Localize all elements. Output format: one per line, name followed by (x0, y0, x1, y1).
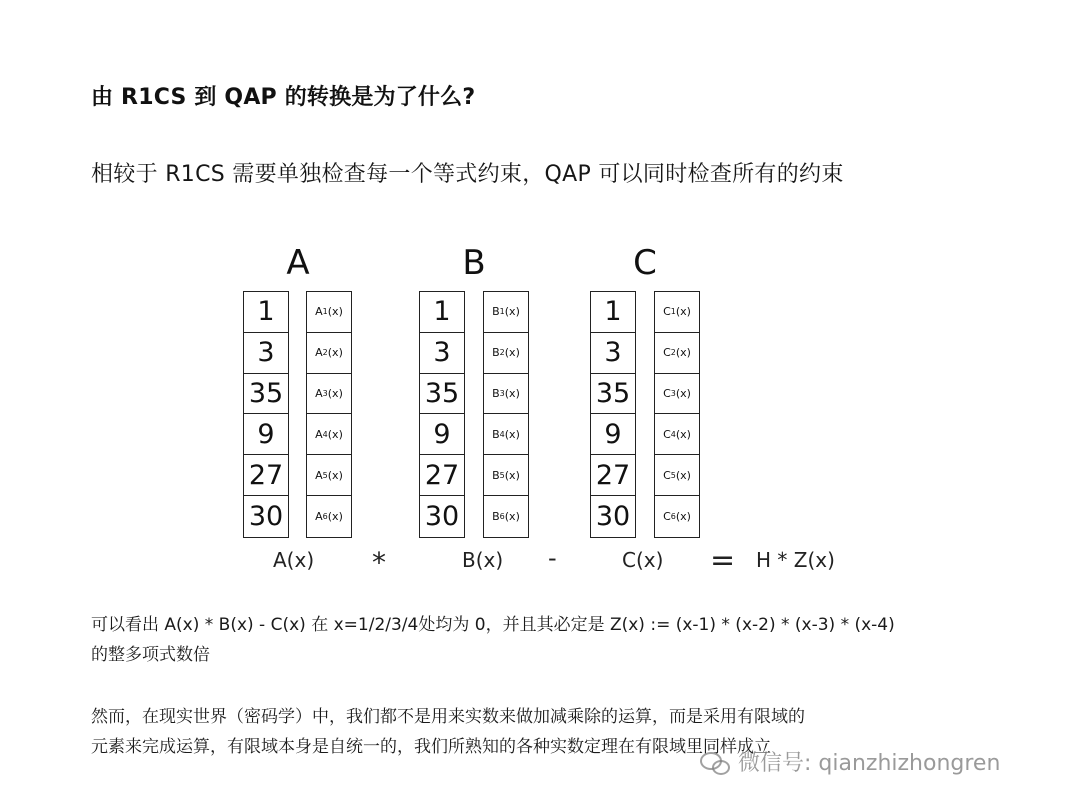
polynomial-cell: B 2 (x) (484, 333, 528, 374)
column-a-values (243, 291, 289, 538)
section-heading: 由 R1CS 到 QAP 的转换是为了什么? (91, 85, 476, 110)
polynomial-cell: C 2 (x) (655, 333, 699, 374)
value-cell: 27 (420, 455, 464, 496)
label-a-of-x: A(x) (273, 548, 315, 572)
value-cell: 35 (591, 374, 635, 415)
value-cell: 3 (591, 333, 635, 374)
paragraph-line: 可以看出 A(x) * B(x) - C(x) 在 x=1/2/3/4处均为 0，并且其必定是 Z(x) := (x-1) * (x-2) * (x-3) * (x-4) (91, 615, 895, 635)
paragraph-line: 元素来完成运算，有限域本身是自统一的，我们所熟知的各种实数定理在有限域里同样成立 (91, 737, 771, 757)
polynomial-cell: A 6 (x) (315, 509, 343, 523)
value-cell: 35 (420, 374, 464, 415)
polynomial-cell: B 3 (x) (484, 374, 528, 415)
value-cell: 27 (244, 455, 288, 496)
polynomial-cell: B 6 (x) (492, 509, 520, 523)
polynomial-cell: B 1 (x) (484, 292, 528, 333)
value-cell: 1 (244, 292, 288, 333)
value-cell: 30 (248, 500, 284, 532)
watermark-text: 微信号: qianzhizhongren (738, 751, 1001, 776)
value-cell: 30 (595, 500, 631, 532)
polynomial-cell: B 4 (x) (484, 414, 528, 455)
column-c-polynomials (654, 291, 700, 538)
label-h-times-z: H * Z(x) (756, 548, 835, 572)
polynomial-cell: C 6 (x) (663, 509, 691, 523)
column-b-polynomials (483, 291, 529, 538)
polynomial-cell: A 2 (x) (307, 333, 351, 374)
column-b-values (419, 291, 465, 538)
multiply-operator: * (372, 546, 386, 579)
column-title-b: B (462, 243, 486, 283)
value-cell: 1 (420, 292, 464, 333)
paragraph-divisibility (91, 610, 1011, 670)
polynomial-cell: C 5 (x) (655, 455, 699, 496)
value-cell: 9 (591, 414, 635, 455)
paragraph-line: 然而，在现实世界（密码学）中，我们都不是用来实数来做加减乘除的运算，而是采用有限域的 (91, 707, 805, 727)
column-title-a: A (286, 243, 310, 283)
column-c-values (590, 291, 636, 538)
polynomial-cell: C 3 (x) (655, 374, 699, 415)
value-cell: 35 (244, 374, 288, 415)
value-cell: 3 (244, 333, 288, 374)
wechat-watermark (700, 746, 1000, 777)
polynomial-cell: A 3 (x) (307, 374, 351, 415)
label-b-of-x: B(x) (462, 548, 504, 572)
polynomial-cell: C 1 (x) (655, 292, 699, 333)
value-cell: 30 (424, 500, 460, 532)
polynomial-cell: A 1 (x) (307, 292, 351, 333)
value-cell: 27 (591, 455, 635, 496)
value-cell: 3 (420, 333, 464, 374)
polynomial-cell: C 4 (x) (655, 414, 699, 455)
label-c-of-x: C(x) (622, 548, 664, 572)
paragraph-line: 的整多项式数倍 (91, 645, 210, 665)
value-cell: 1 (591, 292, 635, 333)
value-cell: 9 (244, 414, 288, 455)
polynomial-cell: B 5 (x) (484, 455, 528, 496)
wechat-icon (700, 750, 730, 774)
equals-operator: = (710, 543, 736, 578)
column-title-c: C (633, 243, 657, 283)
polynomial-cell: A 4 (x) (307, 414, 351, 455)
column-a-polynomials (306, 291, 352, 538)
polynomial-cell: A 5 (x) (307, 455, 351, 496)
value-cell: 9 (420, 414, 464, 455)
intro-sentence: 相较于 R1CS 需要单独检查每一个等式约束，QAP 可以同时检查所有的约束 (91, 162, 844, 187)
minus-operator: - (548, 544, 557, 572)
